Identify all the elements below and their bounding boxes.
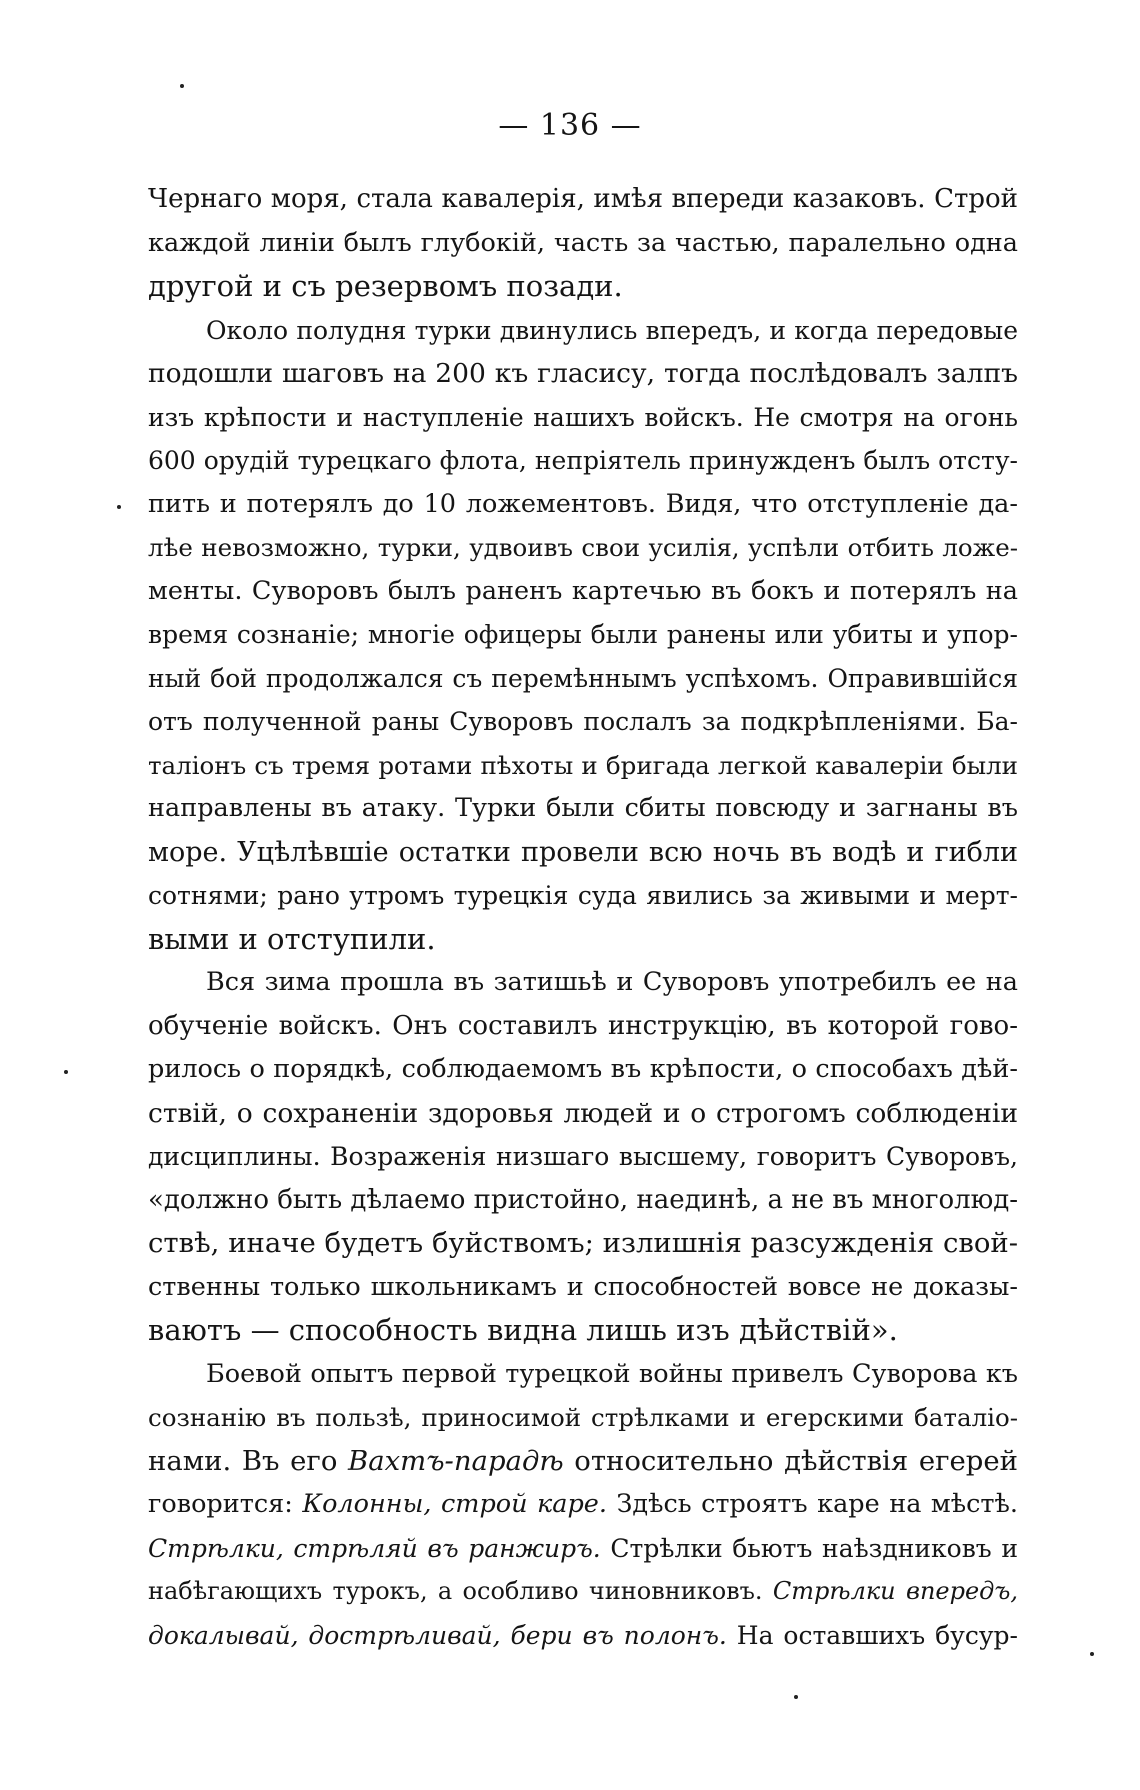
text-line: каждой линіи былъ глубокій, часть за частью, паралельно одна — [148, 227, 1018, 258]
text-line: сознанію въ пользѣ, приносимой стрѣлками и егерскими баталіо- — [148, 1403, 1018, 1432]
text-line: «должно быть дѣлаемо пристойно, наединѣ, а не въ многолюд- — [148, 1184, 1019, 1215]
text-line — [148, 1440, 1018, 1484]
page-number: — 136 — — [498, 108, 642, 143]
text-line: 600 орудій турецкаго флота, непріятель принужденъ былъ отсту- — [148, 446, 1018, 475]
text-line — [148, 1570, 1018, 1614]
italic-text: докалывай, дострѣливай, бери въ полонъ. — [148, 1620, 727, 1650]
italic-text: Вахтъ-парадѣ — [348, 1444, 564, 1477]
text-line: изъ крѣпости и наступленіе нашихъ войскъ. Не смотря на огонь — [148, 402, 1018, 432]
text-line: отъ полученной раны Суворовъ послалъ за подкрѣпленіями. Ба- — [148, 707, 1018, 736]
text-span: относительно дѣйствія егерей — [563, 1444, 1018, 1477]
text-line: дисциплины. Возраженія низшаго высшему, говоритъ Суворовъ, — [148, 1142, 1018, 1171]
text-line: Около полудня турки двинулись впередъ, и когда передовые — [206, 315, 1018, 345]
text-line: пить и потерялъ до 10 ложементовъ. Видя, что отступленіе да- — [148, 488, 1018, 519]
text-span: На оставшихъ бусур- — [726, 1620, 1018, 1650]
text-span: Стрѣлки бьютъ наѣздниковъ и — [600, 1533, 1018, 1563]
text-span: нами. Въ его — [148, 1444, 349, 1477]
text-span: Здѣсь строятъ каре на мѣстѣ. — [607, 1489, 1018, 1519]
text-line: Вся зима прошла въ затишьѣ и Суворовъ употребилъ ее на — [206, 967, 1018, 997]
text-line — [148, 1614, 1018, 1658]
text-line: направлены въ атаку. Турки были сбиты повсюду и загнаны въ — [148, 793, 1018, 823]
text-line: рилось о порядкѣ, соблюдаемомъ въ крѣпости, о способахъ дѣй- — [148, 1054, 1018, 1084]
scan-speck — [1090, 1652, 1094, 1656]
text-line: лѣе невозможно, турки, удвоивъ свои усилія, успѣли отбить ложе- — [148, 533, 1018, 562]
italic-text: Колонны, строй каре. — [302, 1489, 607, 1519]
text-line: ный бой продолжался съ перемѣннымъ успѣхомъ. Оправившійся — [148, 663, 1018, 693]
scan-speck — [180, 84, 184, 88]
text-line: море. Уцѣлѣвшіе остатки провели всю ночь въ водѣ и гибли — [148, 836, 1018, 868]
scan-speck — [794, 1695, 798, 1699]
text-line: другой и съ резервомъ позади. — [148, 269, 623, 303]
text-line: менты. Суворовъ былъ раненъ картечью въ бокъ и потерялъ на — [148, 575, 1018, 606]
text-line: сотнями; рано утромъ турецкія суда явились за живыми и мерт- — [148, 881, 1018, 910]
text-line: ствій, о сохраненіи здоровья людей и о строгомъ соблюденіи — [148, 1097, 1018, 1129]
scan-speck — [117, 505, 121, 509]
text-line: подошли шаговъ на 200 къ гласису, тогда послѣдовалъ залпъ — [148, 358, 1018, 389]
text-line: таліонъ съ тремя ротами пѣхоты и бригада легкой кавалеріи были — [148, 750, 1018, 780]
text-line: ственны только школьникамъ и способностей вовсе не доказы- — [148, 1271, 1018, 1302]
text-line: обученіе войскъ. Онъ составилъ инструкцію, въ которой гово- — [148, 1010, 1018, 1041]
italic-text: Стрѣлки, стрѣляй въ ранжиръ. — [148, 1533, 601, 1563]
scan-speck — [64, 1070, 68, 1074]
italic-text: Стрѣлки впередъ, — [772, 1577, 1019, 1605]
text-line — [148, 1527, 1018, 1571]
text-line — [148, 1483, 1018, 1527]
text-line: время сознаніе; многіе офицеры были ранены или убиты и упор- — [148, 620, 1018, 649]
text-line: Чернаго моря, стала кавалерія, имѣя впереди казаковъ. Строй — [148, 184, 1018, 214]
text-line: Боевой опытъ первой турецкой войны привелъ Суворова къ — [206, 1358, 1018, 1389]
body-text — [148, 178, 1018, 1657]
text-line: ваютъ — способность видна лишь изъ дѣйствій». — [148, 1313, 898, 1347]
text-line: ствѣ, иначе будетъ буйствомъ; излишнія разсужденія свой- — [148, 1227, 1018, 1259]
text-line: выми и отступили. — [148, 921, 436, 956]
text-span: набѣгающихъ турокъ, а особливо чиновниковъ. — [148, 1577, 773, 1605]
text-span: говорится: — [148, 1489, 303, 1519]
